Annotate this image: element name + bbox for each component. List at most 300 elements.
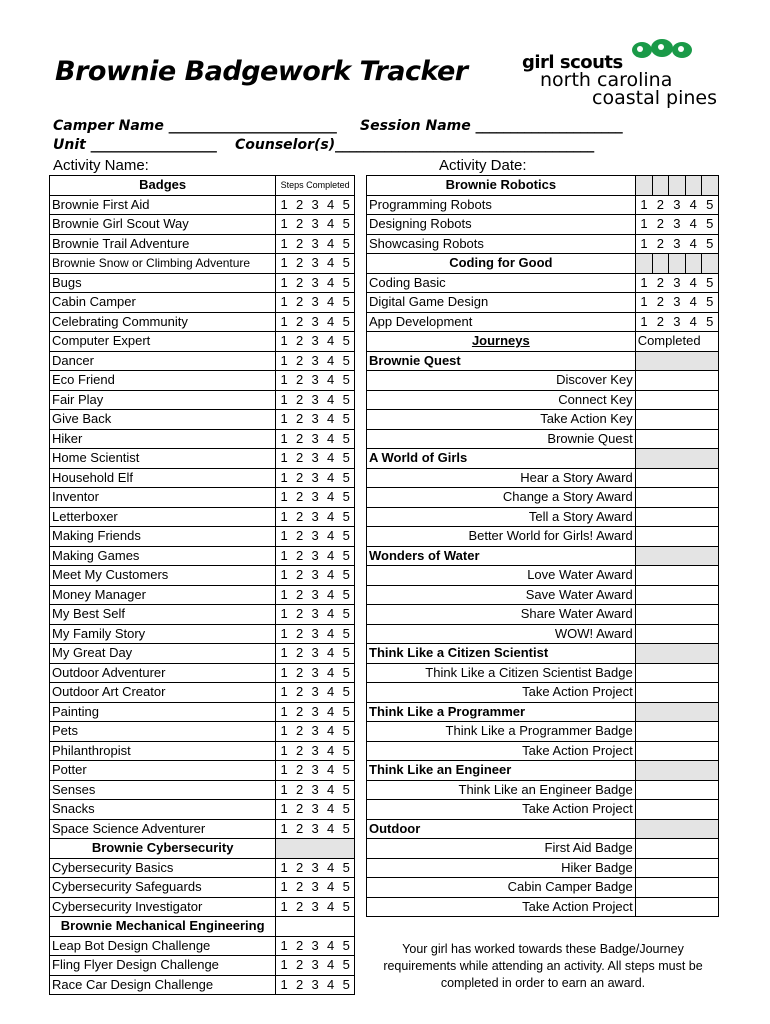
step-2[interactable]: 2 — [292, 566, 308, 586]
step-5[interactable]: 5 — [338, 605, 354, 625]
step-5[interactable]: 5 — [338, 332, 354, 352]
completed-cell[interactable] — [635, 663, 718, 683]
step-2[interactable]: 2 — [292, 605, 308, 625]
completed-cell[interactable] — [635, 605, 718, 625]
step-1[interactable]: 1 — [276, 605, 292, 625]
step-2[interactable]: 2 — [292, 858, 308, 878]
step-3[interactable]: 3 — [307, 527, 323, 547]
step-5[interactable]: 5 — [338, 351, 354, 371]
step-5[interactable]: 5 — [338, 761, 354, 781]
step-4[interactable]: 4 — [323, 819, 339, 839]
table-row — [50, 215, 355, 235]
step-4[interactable]: 4 — [323, 956, 339, 976]
step-3[interactable]: 3 — [307, 878, 323, 898]
step-5[interactable]: 5 — [338, 429, 354, 449]
step-1[interactable]: 1 — [276, 761, 292, 781]
step-1[interactable]: 1 — [276, 429, 292, 449]
journey-award: Love Water Award — [367, 566, 636, 586]
step-4[interactable]: 4 — [685, 293, 701, 313]
step-5[interactable]: 5 — [338, 195, 354, 215]
step-4[interactable]: 4 — [323, 644, 339, 664]
step-3[interactable]: 3 — [307, 293, 323, 313]
step-3[interactable]: 3 — [669, 293, 685, 313]
step-3[interactable]: 3 — [307, 234, 323, 254]
completed-cell[interactable] — [635, 507, 718, 527]
step-4[interactable]: 4 — [323, 741, 339, 761]
table-row — [50, 761, 355, 781]
completed-cell[interactable] — [635, 780, 718, 800]
badge-name: Meet My Customers — [50, 566, 276, 586]
step-3[interactable]: 3 — [307, 507, 323, 527]
step-5[interactable]: 5 — [338, 273, 354, 293]
step-3[interactable]: 3 — [307, 488, 323, 508]
step-5[interactable]: 5 — [338, 702, 354, 722]
step-1[interactable]: 1 — [276, 215, 292, 235]
step-3[interactable]: 3 — [307, 702, 323, 722]
step-1[interactable]: 1 — [276, 566, 292, 586]
completed-cell[interactable] — [635, 566, 718, 586]
session-name-field[interactable]: Session Name _____________________ — [360, 118, 623, 134]
step-1[interactable]: 1 — [276, 683, 292, 703]
step-4[interactable]: 4 — [323, 663, 339, 683]
blank-cell — [635, 819, 718, 839]
step-3[interactable]: 3 — [307, 956, 323, 976]
step-5[interactable]: 5 — [338, 800, 354, 820]
table-row — [367, 312, 719, 332]
badge-name: Space Science Adventurer — [50, 819, 276, 839]
step-2[interactable]: 2 — [292, 371, 308, 391]
step-4[interactable]: 4 — [323, 761, 339, 781]
step-2[interactable]: 2 — [292, 975, 308, 995]
badge-name: Senses — [50, 780, 276, 800]
step-1[interactable]: 1 — [276, 585, 292, 605]
completed-cell[interactable] — [635, 741, 718, 761]
step-1[interactable]: 1 — [276, 800, 292, 820]
step-5[interactable]: 5 — [338, 741, 354, 761]
step-2[interactable]: 2 — [292, 507, 308, 527]
step-1[interactable]: 1 — [276, 390, 292, 410]
step-1[interactable]: 1 — [635, 234, 652, 254]
step-1[interactable]: 1 — [635, 312, 652, 332]
table-row — [367, 566, 719, 586]
step-4[interactable]: 4 — [323, 449, 339, 469]
step-4[interactable]: 4 — [323, 527, 339, 547]
step-1[interactable]: 1 — [276, 975, 292, 995]
step-4[interactable]: 4 — [323, 800, 339, 820]
step-1[interactable]: 1 — [276, 507, 292, 527]
step-1[interactable]: 1 — [276, 780, 292, 800]
step-4[interactable]: 4 — [323, 293, 339, 313]
step-4[interactable]: 4 — [323, 546, 339, 566]
step-2[interactable]: 2 — [292, 449, 308, 469]
step-1[interactable]: 1 — [276, 858, 292, 878]
step-1[interactable]: 1 — [276, 546, 292, 566]
table-row — [367, 351, 719, 371]
step-3[interactable]: 3 — [307, 254, 323, 274]
step-3[interactable]: 3 — [307, 195, 323, 215]
badge-name: Brownie First Aid — [50, 195, 276, 215]
step-1[interactable]: 1 — [276, 527, 292, 547]
step-3[interactable]: 3 — [307, 410, 323, 430]
step-1[interactable]: 1 — [276, 195, 292, 215]
robotics-name: Designing Robots — [367, 215, 636, 235]
step-3[interactable]: 3 — [669, 273, 685, 293]
completed-cell[interactable] — [635, 722, 718, 742]
step-2[interactable]: 2 — [652, 293, 668, 313]
step-5[interactable]: 5 — [338, 683, 354, 703]
step-3[interactable]: 3 — [307, 371, 323, 391]
table-row — [50, 332, 355, 352]
step-4[interactable]: 4 — [323, 507, 339, 527]
step-5[interactable]: 5 — [338, 449, 354, 469]
step-5[interactable]: 5 — [701, 195, 718, 215]
step-5[interactable]: 5 — [338, 293, 354, 313]
step-3[interactable]: 3 — [669, 312, 685, 332]
step-2[interactable]: 2 — [292, 585, 308, 605]
step-4[interactable]: 4 — [323, 390, 339, 410]
step-2[interactable]: 2 — [652, 273, 668, 293]
step-3[interactable]: 3 — [307, 761, 323, 781]
step-2[interactable]: 2 — [292, 351, 308, 371]
journey-award: Change a Story Award — [367, 488, 636, 508]
step-1[interactable]: 1 — [276, 351, 292, 371]
step-3[interactable]: 3 — [307, 605, 323, 625]
step-1[interactable]: 1 — [276, 956, 292, 976]
step-4[interactable]: 4 — [323, 312, 339, 332]
step-5[interactable]: 5 — [338, 975, 354, 995]
step-2[interactable]: 2 — [292, 273, 308, 293]
step-2[interactable]: 2 — [292, 663, 308, 683]
step-2[interactable]: 2 — [292, 293, 308, 313]
step-2[interactable]: 2 — [292, 527, 308, 547]
step-3[interactable]: 3 — [307, 332, 323, 352]
step-1[interactable]: 1 — [635, 293, 652, 313]
step-3[interactable]: 3 — [307, 546, 323, 566]
step-3[interactable]: 3 — [307, 273, 323, 293]
step-1[interactable]: 1 — [635, 195, 652, 215]
step-5[interactable]: 5 — [338, 936, 354, 956]
step-1[interactable]: 1 — [635, 273, 652, 293]
step-5[interactable]: 5 — [338, 390, 354, 410]
journey-award: Connect Key — [367, 390, 636, 410]
step-2[interactable]: 2 — [292, 429, 308, 449]
unit-field[interactable]: Unit __________________ — [53, 137, 217, 153]
step-3[interactable]: 3 — [307, 468, 323, 488]
camper-name-field[interactable]: Camper Name ________________________ — [53, 118, 337, 134]
step-5[interactable]: 5 — [338, 566, 354, 586]
step-5[interactable]: 5 — [338, 546, 354, 566]
step-4[interactable]: 4 — [685, 215, 701, 235]
step-5[interactable]: 5 — [338, 897, 354, 917]
step-5[interactable]: 5 — [338, 858, 354, 878]
table-row — [50, 644, 355, 664]
step-2[interactable]: 2 — [292, 546, 308, 566]
step-4[interactable]: 4 — [323, 605, 339, 625]
step-3[interactable]: 3 — [307, 975, 323, 995]
step-4[interactable]: 4 — [323, 410, 339, 430]
step-3[interactable]: 3 — [307, 429, 323, 449]
step-2[interactable]: 2 — [292, 644, 308, 664]
step-5[interactable]: 5 — [338, 410, 354, 430]
step-2[interactable]: 2 — [292, 624, 308, 644]
completed-cell[interactable] — [635, 683, 718, 703]
step-2[interactable]: 2 — [292, 702, 308, 722]
journey-award: Better World for Girls! Award — [367, 527, 636, 547]
table-row — [50, 429, 355, 449]
step-2[interactable]: 2 — [292, 234, 308, 254]
step-4[interactable]: 4 — [323, 897, 339, 917]
step-2[interactable]: 2 — [292, 800, 308, 820]
step-5[interactable]: 5 — [338, 624, 354, 644]
step-2[interactable]: 2 — [292, 468, 308, 488]
badge-name: Computer Expert — [50, 332, 276, 352]
table-row — [367, 215, 719, 235]
step-2[interactable]: 2 — [652, 234, 668, 254]
step-4[interactable]: 4 — [323, 273, 339, 293]
step-5[interactable]: 5 — [338, 780, 354, 800]
step-3[interactable]: 3 — [669, 195, 685, 215]
step-1[interactable]: 1 — [635, 215, 652, 235]
step-2[interactable]: 2 — [292, 819, 308, 839]
step-4[interactable]: 4 — [323, 351, 339, 371]
trefoil-icon — [628, 38, 698, 62]
step-4[interactable]: 4 — [323, 975, 339, 995]
step-4[interactable]: 4 — [323, 585, 339, 605]
step-2[interactable]: 2 — [292, 195, 308, 215]
journey-award: First Aid Badge — [367, 839, 636, 859]
step-1[interactable]: 1 — [276, 663, 292, 683]
coding-name: App Development — [367, 312, 636, 332]
step-2[interactable]: 2 — [292, 897, 308, 917]
step-4[interactable]: 4 — [323, 215, 339, 235]
step-1[interactable]: 1 — [276, 936, 292, 956]
step-1[interactable]: 1 — [276, 644, 292, 664]
step-2[interactable]: 2 — [652, 195, 668, 215]
step-3[interactable]: 3 — [307, 624, 323, 644]
step-4[interactable]: 4 — [323, 566, 339, 586]
journey-award: Take Action Project — [367, 683, 636, 703]
step-2[interactable]: 2 — [292, 936, 308, 956]
step-4[interactable]: 4 — [685, 273, 701, 293]
step-3[interactable]: 3 — [669, 215, 685, 235]
step-4[interactable]: 4 — [685, 195, 701, 215]
step-5[interactable]: 5 — [338, 663, 354, 683]
badge-name: Philanthropist — [50, 741, 276, 761]
step-3[interactable]: 3 — [307, 351, 323, 371]
table-row — [367, 663, 719, 683]
blank-cell — [635, 644, 718, 664]
step-1[interactable]: 1 — [276, 449, 292, 469]
step-5[interactable]: 5 — [338, 468, 354, 488]
step-3[interactable]: 3 — [307, 215, 323, 235]
step-4[interactable]: 4 — [323, 234, 339, 254]
step-1[interactable]: 1 — [276, 254, 292, 274]
table-row — [367, 293, 719, 313]
step-4[interactable]: 4 — [323, 722, 339, 742]
step-1[interactable]: 1 — [276, 878, 292, 898]
step-5[interactable]: 5 — [701, 215, 718, 235]
step-5[interactable]: 5 — [338, 527, 354, 547]
step-5[interactable]: 5 — [338, 644, 354, 664]
step-5[interactable]: 5 — [338, 507, 354, 527]
step-3[interactable]: 3 — [307, 780, 323, 800]
table-row — [50, 975, 355, 995]
step-3[interactable]: 3 — [307, 897, 323, 917]
step-2[interactable]: 2 — [292, 683, 308, 703]
step-2[interactable]: 2 — [292, 878, 308, 898]
step-4[interactable]: 4 — [323, 624, 339, 644]
completed-cell[interactable] — [635, 897, 718, 917]
step-5[interactable]: 5 — [338, 819, 354, 839]
step-5[interactable]: 5 — [701, 234, 718, 254]
table-row — [50, 917, 355, 937]
step-2[interactable]: 2 — [292, 722, 308, 742]
table-row — [367, 585, 719, 605]
table-row — [367, 449, 719, 469]
table-row — [50, 546, 355, 566]
step-2[interactable]: 2 — [652, 215, 668, 235]
step-2[interactable]: 2 — [292, 410, 308, 430]
step-3[interactable]: 3 — [669, 234, 685, 254]
step-5[interactable]: 5 — [338, 585, 354, 605]
steps-cell: Steps Completed — [276, 176, 355, 196]
step-4[interactable]: 4 — [323, 332, 339, 352]
badge-name: Fair Play — [50, 390, 276, 410]
table-row — [50, 624, 355, 644]
completed-cell[interactable] — [635, 585, 718, 605]
step-3[interactable]: 3 — [307, 722, 323, 742]
step-5[interactable]: 5 — [338, 488, 354, 508]
completed-cell[interactable] — [635, 390, 718, 410]
step-1[interactable]: 1 — [276, 293, 292, 313]
badge-name: Cabin Camper — [50, 293, 276, 313]
step-5[interactable]: 5 — [338, 234, 354, 254]
step-1[interactable]: 1 — [276, 468, 292, 488]
step-5[interactable]: 5 — [338, 312, 354, 332]
badge-name: My Great Day — [50, 644, 276, 664]
step-3[interactable]: 3 — [307, 936, 323, 956]
step-1[interactable]: 1 — [276, 410, 292, 430]
step-3[interactable]: 3 — [307, 449, 323, 469]
table-row — [367, 468, 719, 488]
step-2[interactable]: 2 — [292, 956, 308, 976]
step-2[interactable]: 2 — [292, 741, 308, 761]
table-row — [50, 293, 355, 313]
step-4[interactable]: 4 — [323, 702, 339, 722]
step-5[interactable]: 5 — [338, 215, 354, 235]
step-1[interactable]: 1 — [276, 488, 292, 508]
step-2[interactable]: 2 — [292, 780, 308, 800]
step-5[interactable]: 5 — [338, 878, 354, 898]
step-1[interactable]: 1 — [276, 819, 292, 839]
step-4[interactable]: 4 — [685, 234, 701, 254]
badge-name: Hiker — [50, 429, 276, 449]
completed-cell[interactable] — [635, 878, 718, 898]
table-row — [50, 234, 355, 254]
step-2[interactable]: 2 — [292, 312, 308, 332]
step-5[interactable]: 5 — [338, 722, 354, 742]
step-3[interactable]: 3 — [307, 800, 323, 820]
step-3[interactable]: 3 — [307, 663, 323, 683]
completed-cell[interactable] — [635, 410, 718, 430]
step-5[interactable]: 5 — [338, 956, 354, 976]
step-1[interactable]: 1 — [276, 897, 292, 917]
step-2[interactable]: 2 — [292, 215, 308, 235]
step-5[interactable]: 5 — [701, 293, 718, 313]
step-3[interactable]: 3 — [307, 312, 323, 332]
journey-award: Save Water Award — [367, 585, 636, 605]
counselor-field[interactable]: Counselor(s)_____________________________________ — [235, 137, 595, 153]
step-1[interactable]: 1 — [276, 722, 292, 742]
step-3[interactable]: 3 — [307, 741, 323, 761]
step-1[interactable]: 1 — [276, 332, 292, 352]
step-5[interactable]: 5 — [338, 254, 354, 274]
completed-cell[interactable] — [635, 624, 718, 644]
step-5[interactable]: 5 — [701, 273, 718, 293]
completed-cell[interactable] — [635, 429, 718, 449]
step-5[interactable]: 5 — [701, 312, 718, 332]
step-4[interactable]: 4 — [323, 371, 339, 391]
step-2[interactable]: 2 — [652, 312, 668, 332]
step-2[interactable]: 2 — [292, 761, 308, 781]
completed-cell[interactable] — [635, 488, 718, 508]
step-4[interactable]: 4 — [323, 780, 339, 800]
table-row — [367, 332, 719, 352]
step-4[interactable]: 4 — [323, 429, 339, 449]
step-1[interactable]: 1 — [276, 741, 292, 761]
step-1[interactable]: 1 — [276, 702, 292, 722]
table-row — [50, 566, 355, 586]
step-2[interactable]: 2 — [292, 332, 308, 352]
step-1[interactable]: 1 — [276, 312, 292, 332]
step-4[interactable]: 4 — [323, 195, 339, 215]
completed-cell[interactable] — [635, 800, 718, 820]
completed-cell[interactable] — [635, 839, 718, 859]
step-1[interactable]: 1 — [276, 234, 292, 254]
step-2[interactable]: 2 — [292, 488, 308, 508]
step-3[interactable]: 3 — [307, 858, 323, 878]
step-1[interactable]: 1 — [276, 371, 292, 391]
completed-cell[interactable] — [635, 371, 718, 391]
step-4[interactable]: 4 — [323, 254, 339, 274]
badge-name: Dancer — [50, 351, 276, 371]
step-4[interactable]: 4 — [323, 488, 339, 508]
step-5[interactable]: 5 — [338, 371, 354, 391]
blank-cell — [635, 176, 652, 196]
step-2[interactable]: 2 — [292, 390, 308, 410]
step-4[interactable]: 4 — [323, 878, 339, 898]
step-4[interactable]: 4 — [323, 858, 339, 878]
completed-cell[interactable] — [635, 468, 718, 488]
step-3[interactable]: 3 — [307, 390, 323, 410]
completed-cell[interactable] — [635, 527, 718, 547]
step-3[interactable]: 3 — [307, 819, 323, 839]
step-3[interactable]: 3 — [307, 566, 323, 586]
step-3[interactable]: 3 — [307, 644, 323, 664]
step-1[interactable]: 1 — [276, 273, 292, 293]
step-2[interactable]: 2 — [292, 254, 308, 274]
step-3[interactable]: 3 — [307, 585, 323, 605]
step-1[interactable]: 1 — [276, 624, 292, 644]
step-4[interactable]: 4 — [323, 683, 339, 703]
step-4[interactable]: 4 — [685, 312, 701, 332]
table-row — [50, 585, 355, 605]
step-4[interactable]: 4 — [323, 468, 339, 488]
step-4[interactable]: 4 — [323, 936, 339, 956]
completed-cell[interactable] — [635, 858, 718, 878]
step-3[interactable]: 3 — [307, 683, 323, 703]
cyber-badge-name: Cybersecurity Investigator — [50, 897, 276, 917]
